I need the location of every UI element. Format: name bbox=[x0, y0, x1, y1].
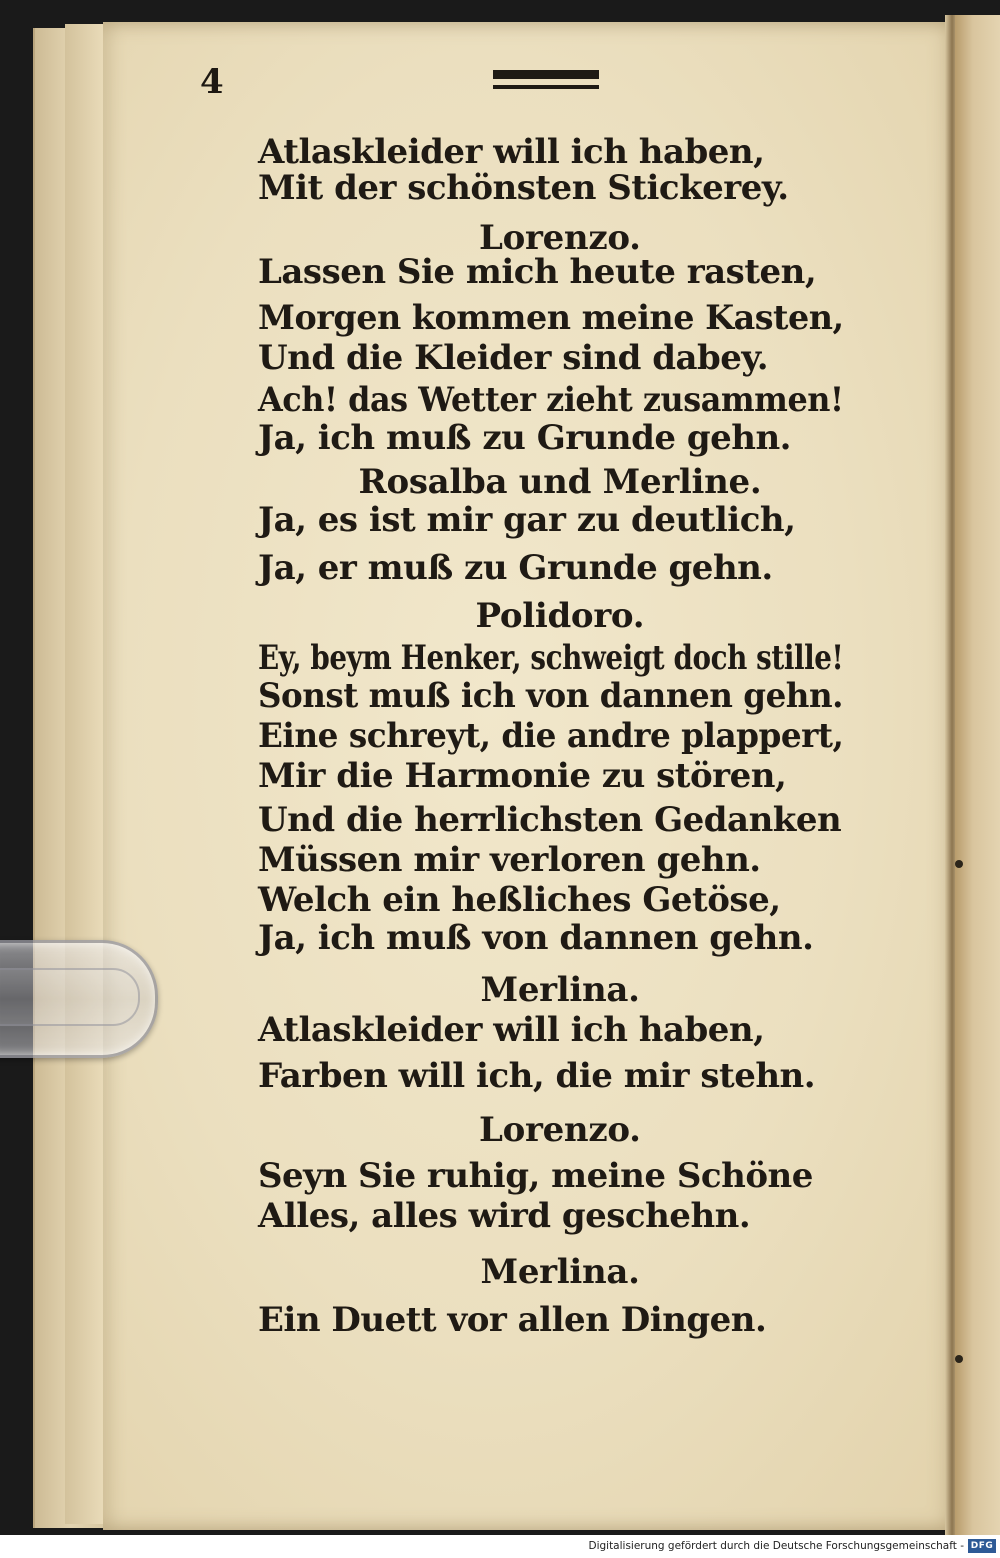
speaker-heading: Rosalba und Merline. bbox=[358, 462, 762, 502]
footer-credit: Digitalisierung gefördert durch die Deutsche Forschungsgemeinschaft - bbox=[588, 1540, 964, 1552]
verse-line: Atlaskleider will ich haben, bbox=[258, 1010, 765, 1050]
page-number: 4 bbox=[200, 62, 224, 102]
verse-line: Lassen Sie mich heute rasten, bbox=[258, 252, 817, 292]
verse-line: Atlaskleider will ich haben, bbox=[258, 132, 765, 172]
verse-line: Sonst muß ich von dannen gehn. bbox=[258, 676, 843, 716]
digitization-footer bbox=[0, 1535, 1000, 1558]
speaker-heading: Merlina. bbox=[480, 1252, 640, 1292]
verse-line: Mir die Harmonie zu stören, bbox=[258, 756, 787, 796]
speaker-heading: Lorenzo. bbox=[479, 218, 641, 258]
verse-line: Morgen kommen meine Kasten, bbox=[258, 298, 844, 338]
verse-line: Alles, alles wird geschehn. bbox=[258, 1196, 751, 1236]
verse-line: Welch ein heßliches Getöse, bbox=[258, 880, 781, 920]
verse-line: Eine schreyt, die andre plappert, bbox=[258, 716, 844, 756]
verse-line: Und die Kleider sind dabey. bbox=[258, 338, 769, 378]
verse-line: Mit der schönsten Stickerey. bbox=[258, 168, 789, 208]
verse-line: Farben will ich, die mir stehn. bbox=[258, 1056, 816, 1096]
verse-line: Und die herrlichsten Gedanken bbox=[258, 800, 842, 840]
verse-line: Müssen mir verloren gehn. bbox=[258, 840, 761, 880]
speaker-heading: Lorenzo. bbox=[479, 1110, 641, 1150]
dfg-logo: DFG bbox=[968, 1539, 996, 1553]
verse-line: Ja, es ist mir gar zu deutlich, bbox=[258, 500, 796, 540]
verse-line: Ein Duett vor allen Dingen. bbox=[258, 1300, 767, 1340]
plastic-page-clip-inner bbox=[0, 968, 140, 1026]
verse-line: Ja, ich muß zu Grunde gehn. bbox=[258, 418, 792, 458]
verse-line: Ey, beym Henker, schweigt doch stille! bbox=[258, 638, 844, 678]
speaker-heading: Merlina. bbox=[480, 970, 640, 1010]
verse-line: Ja, ich muß von dannen gehn. bbox=[258, 918, 814, 958]
verse-line: Ach! das Wetter zieht zusammen! bbox=[258, 380, 844, 420]
verse-line: Ja, er muß zu Grunde gehn. bbox=[258, 548, 773, 588]
verse-line: Seyn Sie ruhig, meine Schöne bbox=[258, 1156, 813, 1196]
speaker-heading: Polidoro. bbox=[475, 596, 645, 636]
